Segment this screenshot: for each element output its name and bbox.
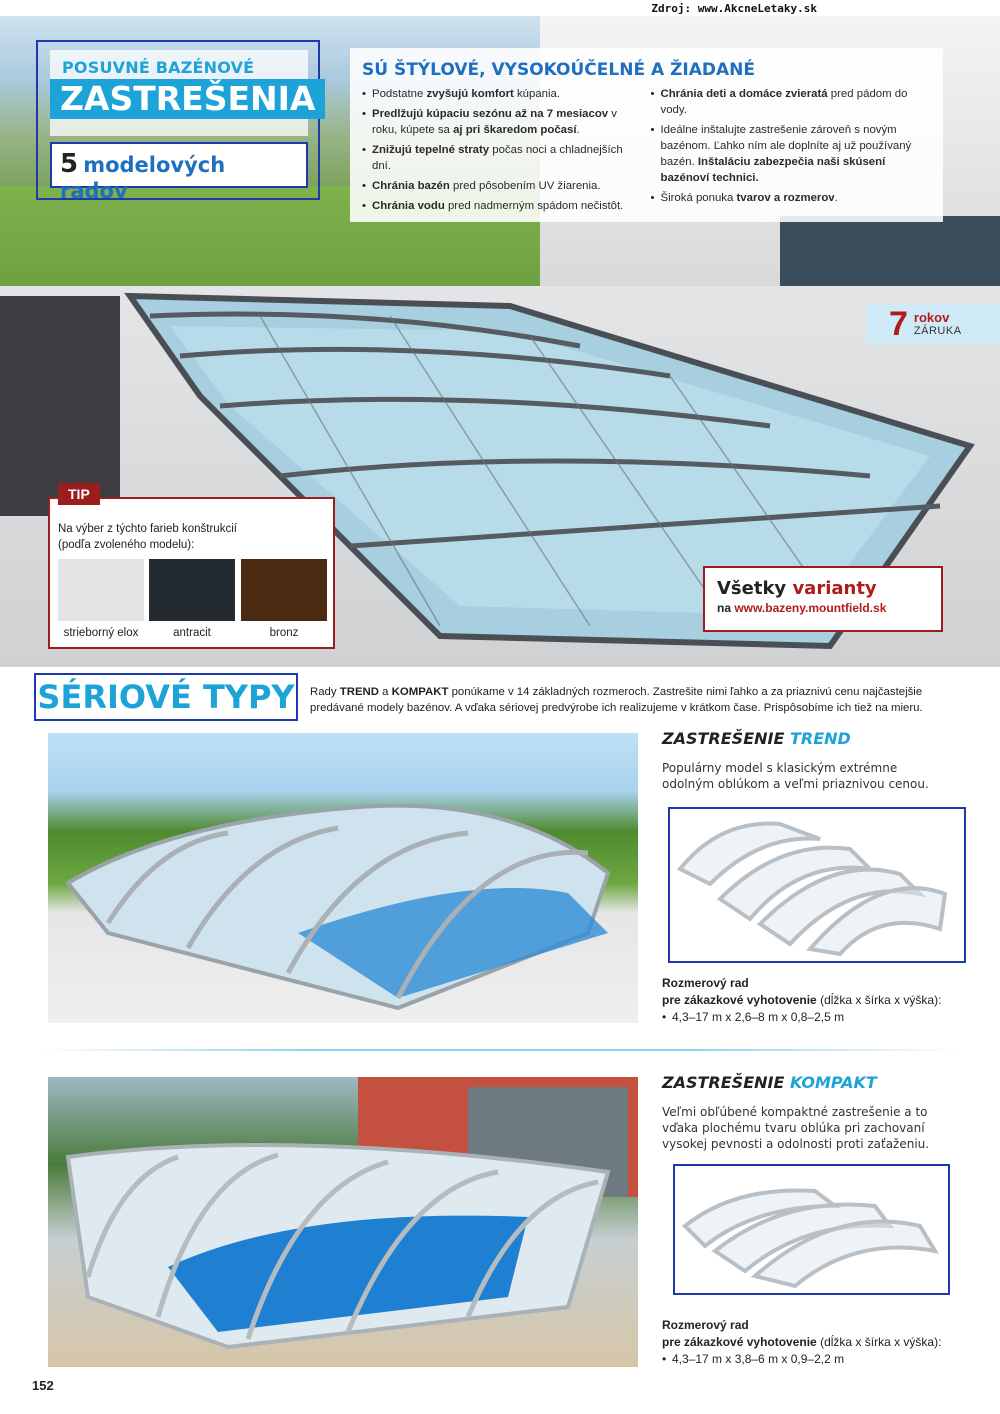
models-label: modelových radov: [60, 153, 226, 203]
hero-title-big: ZASTREŠENIA: [50, 79, 325, 119]
kompakt-enclosure-illustration: [48, 1077, 638, 1367]
kompakt-dimensions-value: • 4,3–17 m x 3,8–6 m x 0,9–2,2 m: [662, 1351, 962, 1368]
trend-dimensions: Rozmerový rad pre zákazkové vyhotovenie (dĺžka x šírka x výška): • 4,3–17 m x 2,6–8 m x 0,8–2,5 m: [662, 975, 962, 1026]
models-count: 5: [60, 149, 79, 179]
kompakt-diagram-illustration: [675, 1166, 948, 1293]
variants-link[interactable]: na www.bazeny.mountfield.sk: [717, 601, 887, 615]
trend-photo: [48, 733, 638, 1023]
trend-diagram-illustration: [670, 809, 964, 961]
benefit-item: • Chránia bazén pred pôsobením UV žiarenia.: [362, 178, 643, 194]
kompakt-diagram: [673, 1164, 950, 1295]
benefits-list-right: [651, 86, 932, 218]
kompakt-photo: [48, 1077, 638, 1367]
benefit-item: • Chránia vodu pred nadmerným spádom nečistôt.: [362, 198, 643, 214]
kompakt-title: ZASTREŠENIE KOMPAKT: [662, 1073, 877, 1092]
variants-callout[interactable]: [703, 566, 943, 632]
section-divider: [40, 1049, 960, 1051]
tip-text: Na výber z týchto farieb konštrukcií (podľa zvoleného modelu):: [58, 523, 237, 551]
warranty-badge: [867, 304, 1000, 344]
trend-dimensions-value: • 4,3–17 m x 2,6–8 m x 0,8–2,5 m: [662, 1009, 962, 1026]
hero-title-frame: [36, 40, 320, 203]
color-label-silver: strieborný elox: [63, 627, 139, 639]
color-swatch-anthracite: [149, 559, 235, 621]
trend-enclosure-illustration: [48, 733, 638, 1023]
kompakt-description: Veľmi obľúbené kompaktné zastrešenie a to vďaka plochému tvaru oblúka pri zachovaní vysokej pevnosti a odolnosti proti zaťaženiu.: [662, 1105, 930, 1151]
warranty-unit: rokov: [913, 309, 950, 325]
variants-heading: Všetky varianty: [717, 578, 877, 599]
tip-badge: TIP: [58, 483, 100, 505]
hero-title-small: POSUVNÉ BAZÉNOVÉ: [62, 58, 255, 77]
color-label-anthracite: antracit: [173, 627, 211, 639]
benefits-heading: SÚ ŠTÝLOVÉ, VYSOKOÚČELNÉ A ŽIADANÉ: [362, 60, 755, 80]
benefit-item: • Široká ponuka tvarov a rozmerov.: [651, 190, 932, 206]
trend-diagram: [668, 807, 966, 963]
trend-title: ZASTREŠENIE TREND: [662, 729, 851, 748]
color-swatch-silver: [58, 559, 144, 621]
series-description: Rady TREND a KOMPAKT ponúkame v 14 základných rozmeroch. Zastrešite nimi ľahko a za priaznivú cenu najčastejšie predávané modely bazénov. A vďaka sériovej predvýrobe ich realizujeme v krátkom čase. Prispôsobíme ich tiež na mieru.: [310, 686, 923, 714]
source-credit: Zdroj: www.AkcneLetaky.sk: [651, 2, 817, 15]
tip-box: [48, 486, 335, 649]
trend-description: Populárny model s klasickým extrémne odolným oblúkom a veľmi priaznivou cenou.: [662, 761, 929, 791]
color-label-bronze: bronz: [269, 627, 299, 639]
benefit-item: • Ideálne inštalujte zastrešenie zároveň s novým bazénom. Ľahko ním ale doplníte aj už používaný bazén. Inštaláciu zabezpečia naši skúsení bazénoví technici.: [651, 122, 932, 186]
color-swatch-bronze: [241, 559, 327, 621]
benefit-item: • Znižujú tepelné straty počas noci a chladnejších dní.: [362, 142, 643, 174]
hero-title-panel: [50, 50, 316, 136]
series-heading-box: [34, 673, 298, 721]
benefits-list-left: [362, 86, 643, 218]
kompakt-dimensions: Rozmerový rad pre zákazkové vyhotovenie (dĺžka x šírka x výška): • 4,3–17 m x 3,8–6 m x 0,9–2,2 m: [662, 1317, 962, 1368]
benefits-panel: [350, 48, 943, 222]
models-count-box: [50, 142, 308, 203]
warranty-years: 7: [889, 305, 908, 343]
warranty-label: ZÁRUKA: [913, 324, 962, 337]
benefit-item: • Predlžujú kúpaciu sezónu až na 7 mesiacov v roku, kúpete sa aj pri škaredom počasí.: [362, 106, 643, 138]
benefit-item: • Podstatne zvyšujú komfort kúpania.: [362, 86, 643, 102]
series-heading: SÉRIOVÉ TYPY: [37, 678, 295, 716]
benefit-item: • Chránia deti a domáce zvieratá pred pádom do vody.: [651, 86, 932, 118]
page-number: 152: [32, 1378, 54, 1393]
